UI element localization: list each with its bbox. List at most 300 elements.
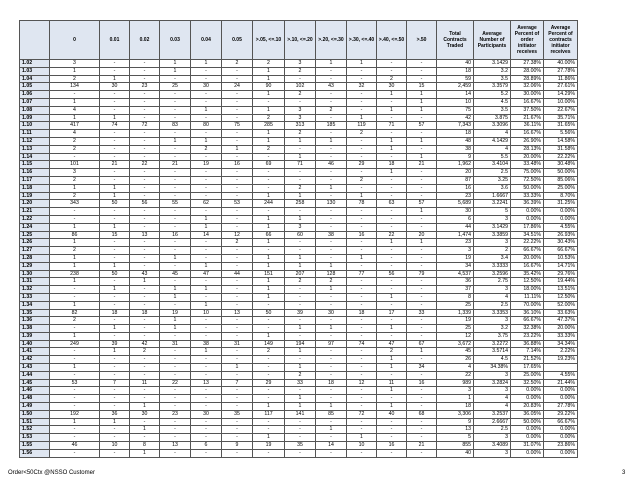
table-cell: - [347,67,377,75]
table-cell: 4.55% [544,223,578,231]
table-cell: - [130,67,160,75]
table-row [20,278,578,286]
table-cell: 32.38% [511,325,544,333]
table-cell: 1 [191,301,222,309]
table-cell: 1 [253,434,285,442]
table-cell: - [222,262,253,270]
table-cell: - [100,395,130,403]
table-cell: - [160,239,191,247]
table-cell: - [222,332,253,340]
table-cell: - [407,254,437,262]
row-label: 1.29 [20,262,50,270]
table-cell: 5.5 [474,153,511,161]
table-cell: 2 [285,67,316,75]
table-cell: - [377,98,407,106]
table-cell: 119 [347,122,377,130]
table-cell: - [100,145,130,153]
table-cell: - [253,387,285,395]
table-row [20,434,578,442]
table-cell: 1 [100,192,130,200]
table-cell: 0.00% [544,395,578,403]
table-cell: - [407,169,437,177]
table-cell: - [407,293,437,301]
table-row [20,262,578,270]
table-cell: 71 [377,122,407,130]
table-cell: 1 [253,254,285,262]
table-cell: 1 [100,286,130,294]
table-cell: 8 [437,293,474,301]
table-cell: 70.00% [511,301,544,309]
row-label: 1.34 [20,301,50,309]
table-cell: 75 [437,106,474,114]
table-cell: 21 [407,161,437,169]
table-cell: - [100,356,130,364]
table-cell: 39 [100,340,130,348]
table-cell: - [377,418,407,426]
table-cell: 4 [474,130,511,138]
table-cell: 1 [160,286,191,294]
table-cell: 35.42% [511,270,544,278]
table-cell: 11 [377,379,407,387]
table-cell: - [130,208,160,216]
table-cell: 1 [377,145,407,153]
table-cell: 67 [407,340,437,348]
table-cell: - [285,317,316,325]
table-cell: - [222,434,253,442]
table-cell: 33.63% [544,309,578,317]
table-row [20,418,578,426]
table-cell: 1 [50,67,100,75]
table-cell: 3.2272 [474,340,511,348]
table-cell: - [160,395,191,403]
table-cell: 1 [407,208,437,216]
table-cell: - [253,418,285,426]
table-cell: 1 [285,325,316,333]
table-cell: - [50,215,100,223]
table-cell: 31.65% [544,122,578,130]
table-cell: - [130,176,160,184]
table-cell: 4.5 [474,98,511,106]
table-row [20,317,578,325]
table-cell: - [160,364,191,372]
footer-title: Order<50Ctx @NSSO Customer [8,470,95,476]
row-label: 1.51 [20,418,50,426]
table-cell: - [222,137,253,145]
table-cell: - [222,293,253,301]
table-cell: - [377,153,407,161]
table-cell: 71 [285,161,316,169]
table-cell: 1 [191,286,222,294]
table-cell: - [160,153,191,161]
table-row [20,348,578,356]
table-cell: - [347,223,377,231]
table-cell: - [100,247,130,255]
table-cell: 26 [437,356,474,364]
table-cell: - [50,371,100,379]
row-label: 1.16 [20,169,50,177]
table-cell: 69 [253,161,285,169]
table-cell: 4 [474,403,511,411]
table-cell: 66.67% [544,418,578,426]
table-cell: - [191,98,222,106]
table-cell: - [191,130,222,138]
table-cell: - [347,403,377,411]
table-cell: 0.00% [544,387,578,395]
table-cell: - [222,215,253,223]
table-cell: - [100,332,130,340]
row-label: 1.32 [20,286,50,294]
header-row [20,21,578,60]
table-cell: 35 [222,410,253,418]
table-cell: 2.22% [544,348,578,356]
column-header: Average Percent of contracts initiator receives [544,21,578,60]
row-label: 1.10 [20,122,50,130]
table-cell: 14.71% [544,262,578,270]
table-cell: 0.00% [544,215,578,223]
table-cell: - [160,262,191,270]
table-cell: 1 [285,262,316,270]
table-cell: 2 [50,247,100,255]
table-cell: 2 [50,317,100,325]
table-cell: - [316,247,347,255]
table-cell: - [191,387,222,395]
table-cell: - [100,364,130,372]
row-label: 1.20 [20,200,50,208]
table-cell: 989 [437,379,474,387]
table-cell: 18 [130,309,160,317]
table-row [20,395,578,403]
table-cell: 50 [100,270,130,278]
table-cell: 74 [347,340,377,348]
table-cell: 0.00% [511,449,544,457]
table-cell: 1 [160,325,191,333]
table-cell: 1 [100,184,130,192]
table-cell: - [253,301,285,309]
table-cell: - [100,91,130,99]
table-cell: 1 [130,278,160,286]
table-cell: 1 [160,60,191,68]
table-cell: 3 [474,286,511,294]
table-cell: - [347,169,377,177]
table-cell: 2 [253,60,285,68]
table-cell: - [160,434,191,442]
table-cell: 1 [253,403,285,411]
table-row [20,442,578,450]
table-cell: - [285,293,316,301]
table-cell: - [377,114,407,122]
table-row [20,379,578,387]
table-cell: 3.2596 [474,270,511,278]
table-cell: - [191,434,222,442]
table-cell: 48 [437,137,474,145]
table-row [20,137,578,145]
table-cell: 22.22% [544,153,578,161]
table-cell: 1 [191,223,222,231]
table-cell: - [347,208,377,216]
table-cell: 1 [160,293,191,301]
table-cell: - [316,293,347,301]
table-cell: - [222,192,253,200]
table-cell: - [377,130,407,138]
table-row [20,98,578,106]
row-label: 1.11 [20,130,50,138]
table-cell: - [160,215,191,223]
table-cell: 22 [437,371,474,379]
table-cell: 3.75 [474,332,511,340]
table-cell: - [377,247,407,255]
table-cell: - [347,153,377,161]
table-cell: 2,459 [437,83,474,91]
table-cell: 3.5 [474,75,511,83]
table-cell: 0.00% [511,426,544,434]
table-cell: - [285,208,316,216]
table-cell: 5.56% [544,130,578,138]
table-cell: 1 [377,106,407,114]
table-cell: - [253,208,285,216]
table-cell: - [191,91,222,99]
table-cell: 2 [222,60,253,68]
table-cell: 1 [253,67,285,75]
table-cell: 1 [377,387,407,395]
row-label: 1.31 [20,278,50,286]
table-cell: - [100,293,130,301]
table-cell: - [316,130,347,138]
table-cell: 36.39% [511,200,544,208]
table-cell: - [130,91,160,99]
table-cell: - [160,169,191,177]
table-cell: - [347,395,377,403]
table-cell: 1 [285,403,316,411]
table-cell: 1 [100,75,130,83]
table-cell: 0.00% [544,449,578,457]
table-cell: 44 [222,270,253,278]
table-cell: 30.48% [544,161,578,169]
column-header: Average Percent of order initiator receives [511,21,544,60]
table-cell: 2 [50,176,100,184]
table-cell: 1 [191,60,222,68]
table-cell: - [407,130,437,138]
table-cell: - [253,184,285,192]
table-cell: - [377,215,407,223]
table-cell: - [160,332,191,340]
table-cell: 3 [474,387,511,395]
table-cell: - [347,325,377,333]
table-cell: - [347,145,377,153]
table-cell: 45 [160,270,191,278]
table-cell: - [191,371,222,379]
table-cell: 18.00% [511,286,544,294]
table-cell: - [100,153,130,161]
table-cell: - [100,317,130,325]
table-cell: 3 [437,247,474,255]
table-cell: 1 [191,348,222,356]
column-header: >.20, <=.30 [316,21,347,60]
row-label: 1.33 [20,293,50,301]
row-label: 1.27 [20,247,50,255]
table-cell: - [160,247,191,255]
table-cell: 10.53% [544,254,578,262]
column-header: Total Contracts Traded [437,21,474,60]
table-cell: 50 [100,200,130,208]
table-cell: - [191,176,222,184]
table-cell: 16 [347,231,377,239]
table-cell: - [222,114,253,122]
table-cell: - [347,449,377,457]
table-row [20,364,578,372]
table-cell: - [191,114,222,122]
table-cell: 52.00% [544,301,578,309]
table-cell: 29 [347,161,377,169]
table-cell: 1 [253,215,285,223]
table-cell: - [130,239,160,247]
table-cell: 2 [285,371,316,379]
table-cell: 343 [50,200,100,208]
table-cell: 22.22% [511,239,544,247]
table-cell: 32 [347,83,377,91]
row-label: 1.42 [20,356,50,364]
table-cell: - [316,153,347,161]
table-cell: - [407,184,437,192]
table-cell: 1 [407,98,437,106]
table-row [20,231,578,239]
table-cell: 4 [474,145,511,153]
table-cell: 207 [285,270,316,278]
table-cell: - [130,153,160,161]
table-cell: 4 [474,395,511,403]
table-cell: 3.2537 [474,410,511,418]
table-cell: 11 [130,379,160,387]
table-cell: 36 [100,410,130,418]
table-cell: 87 [437,176,474,184]
table-cell: - [222,317,253,325]
table-cell: - [160,449,191,457]
table-cell: 1 [50,278,100,286]
table-cell: - [222,356,253,364]
table-cell: 27.78% [544,67,578,75]
table-row [20,340,578,348]
table-cell: 24 [222,83,253,91]
table-cell: - [100,239,130,247]
row-label: 1.24 [20,223,50,231]
table-cell: 23.22% [511,332,544,340]
table-cell: - [253,449,285,457]
table-row [20,91,578,99]
table-cell: 3.3333 [474,262,511,270]
table-cell: 1 [377,293,407,301]
table-cell: 1 [50,223,100,231]
table-cell: 1 [50,364,100,372]
table-cell: 101 [50,161,100,169]
table-cell: - [347,301,377,309]
table-cell: 1,339 [437,309,474,317]
table-cell: - [191,317,222,325]
table-cell: 258 [285,200,316,208]
table-cell: 27.61% [544,83,578,91]
table-cell: 3 [474,434,511,442]
table-cell: 6 [437,215,474,223]
table-cell: - [100,98,130,106]
table-cell: 4 [437,364,474,372]
table-cell: 36.10% [511,309,544,317]
table-cell: - [50,208,100,216]
table-cell: - [253,169,285,177]
table-cell: - [50,293,100,301]
row-label: 1.06 [20,91,50,99]
table-row [20,387,578,395]
table-cell: 82 [50,309,100,317]
table-cell: - [407,262,437,270]
table-cell: 50.00% [544,169,578,177]
table-cell: 40 [377,410,407,418]
table-cell: 244 [253,200,285,208]
table-cell: - [130,130,160,138]
table-cell: 8.70% [544,192,578,200]
table-row [20,60,578,68]
table-cell: 1 [407,348,437,356]
table-cell: 1 [130,449,160,457]
table-cell: - [285,434,316,442]
table-cell: 1 [50,254,100,262]
table-cell: 13 [160,442,191,450]
table-cell: 17 [377,309,407,317]
table-row [20,161,578,169]
table-cell: 31 [222,340,253,348]
table-cell: 66.67% [544,247,578,255]
table-cell: 19 [253,442,285,450]
table-cell: 30 [191,410,222,418]
table-cell: 1 [253,278,285,286]
table-cell: 21 [160,161,191,169]
table-cell: - [130,137,160,145]
table-cell: 1 [285,364,316,372]
row-label: 1.05 [20,83,50,91]
table-cell: - [160,418,191,426]
table-cell: 14.29% [544,91,578,99]
table-cell: 33.48% [511,161,544,169]
table-cell: 23 [160,410,191,418]
table-cell: 3 [474,371,511,379]
table-cell: - [100,403,130,411]
table-cell: - [100,215,130,223]
table-cell: - [316,449,347,457]
table-cell: 30 [437,208,474,216]
table-cell: 46 [316,161,347,169]
column-header: 0 [50,21,100,60]
table-cell: - [316,434,347,442]
data-sheet [19,20,578,458]
table-cell: - [130,106,160,114]
table-cell: 31.25% [544,200,578,208]
table-cell: - [407,67,437,75]
table-cell: 1.6667 [474,192,511,200]
table-cell: - [222,75,253,83]
table-cell: - [377,208,407,216]
table-cell: 1 [316,426,347,434]
table-cell: - [407,449,437,457]
table-cell: 2 [285,91,316,99]
column-header: 0.05 [222,21,253,60]
table-cell: - [407,332,437,340]
table-cell: 14 [437,91,474,99]
table-cell: - [407,192,437,200]
table-cell: 31.58% [544,145,578,153]
table-cell: - [347,387,377,395]
row-label: 1.19 [20,192,50,200]
table-cell: - [377,449,407,457]
table-cell: - [130,169,160,177]
table-row [20,426,578,434]
table-cell: 3 [474,215,511,223]
